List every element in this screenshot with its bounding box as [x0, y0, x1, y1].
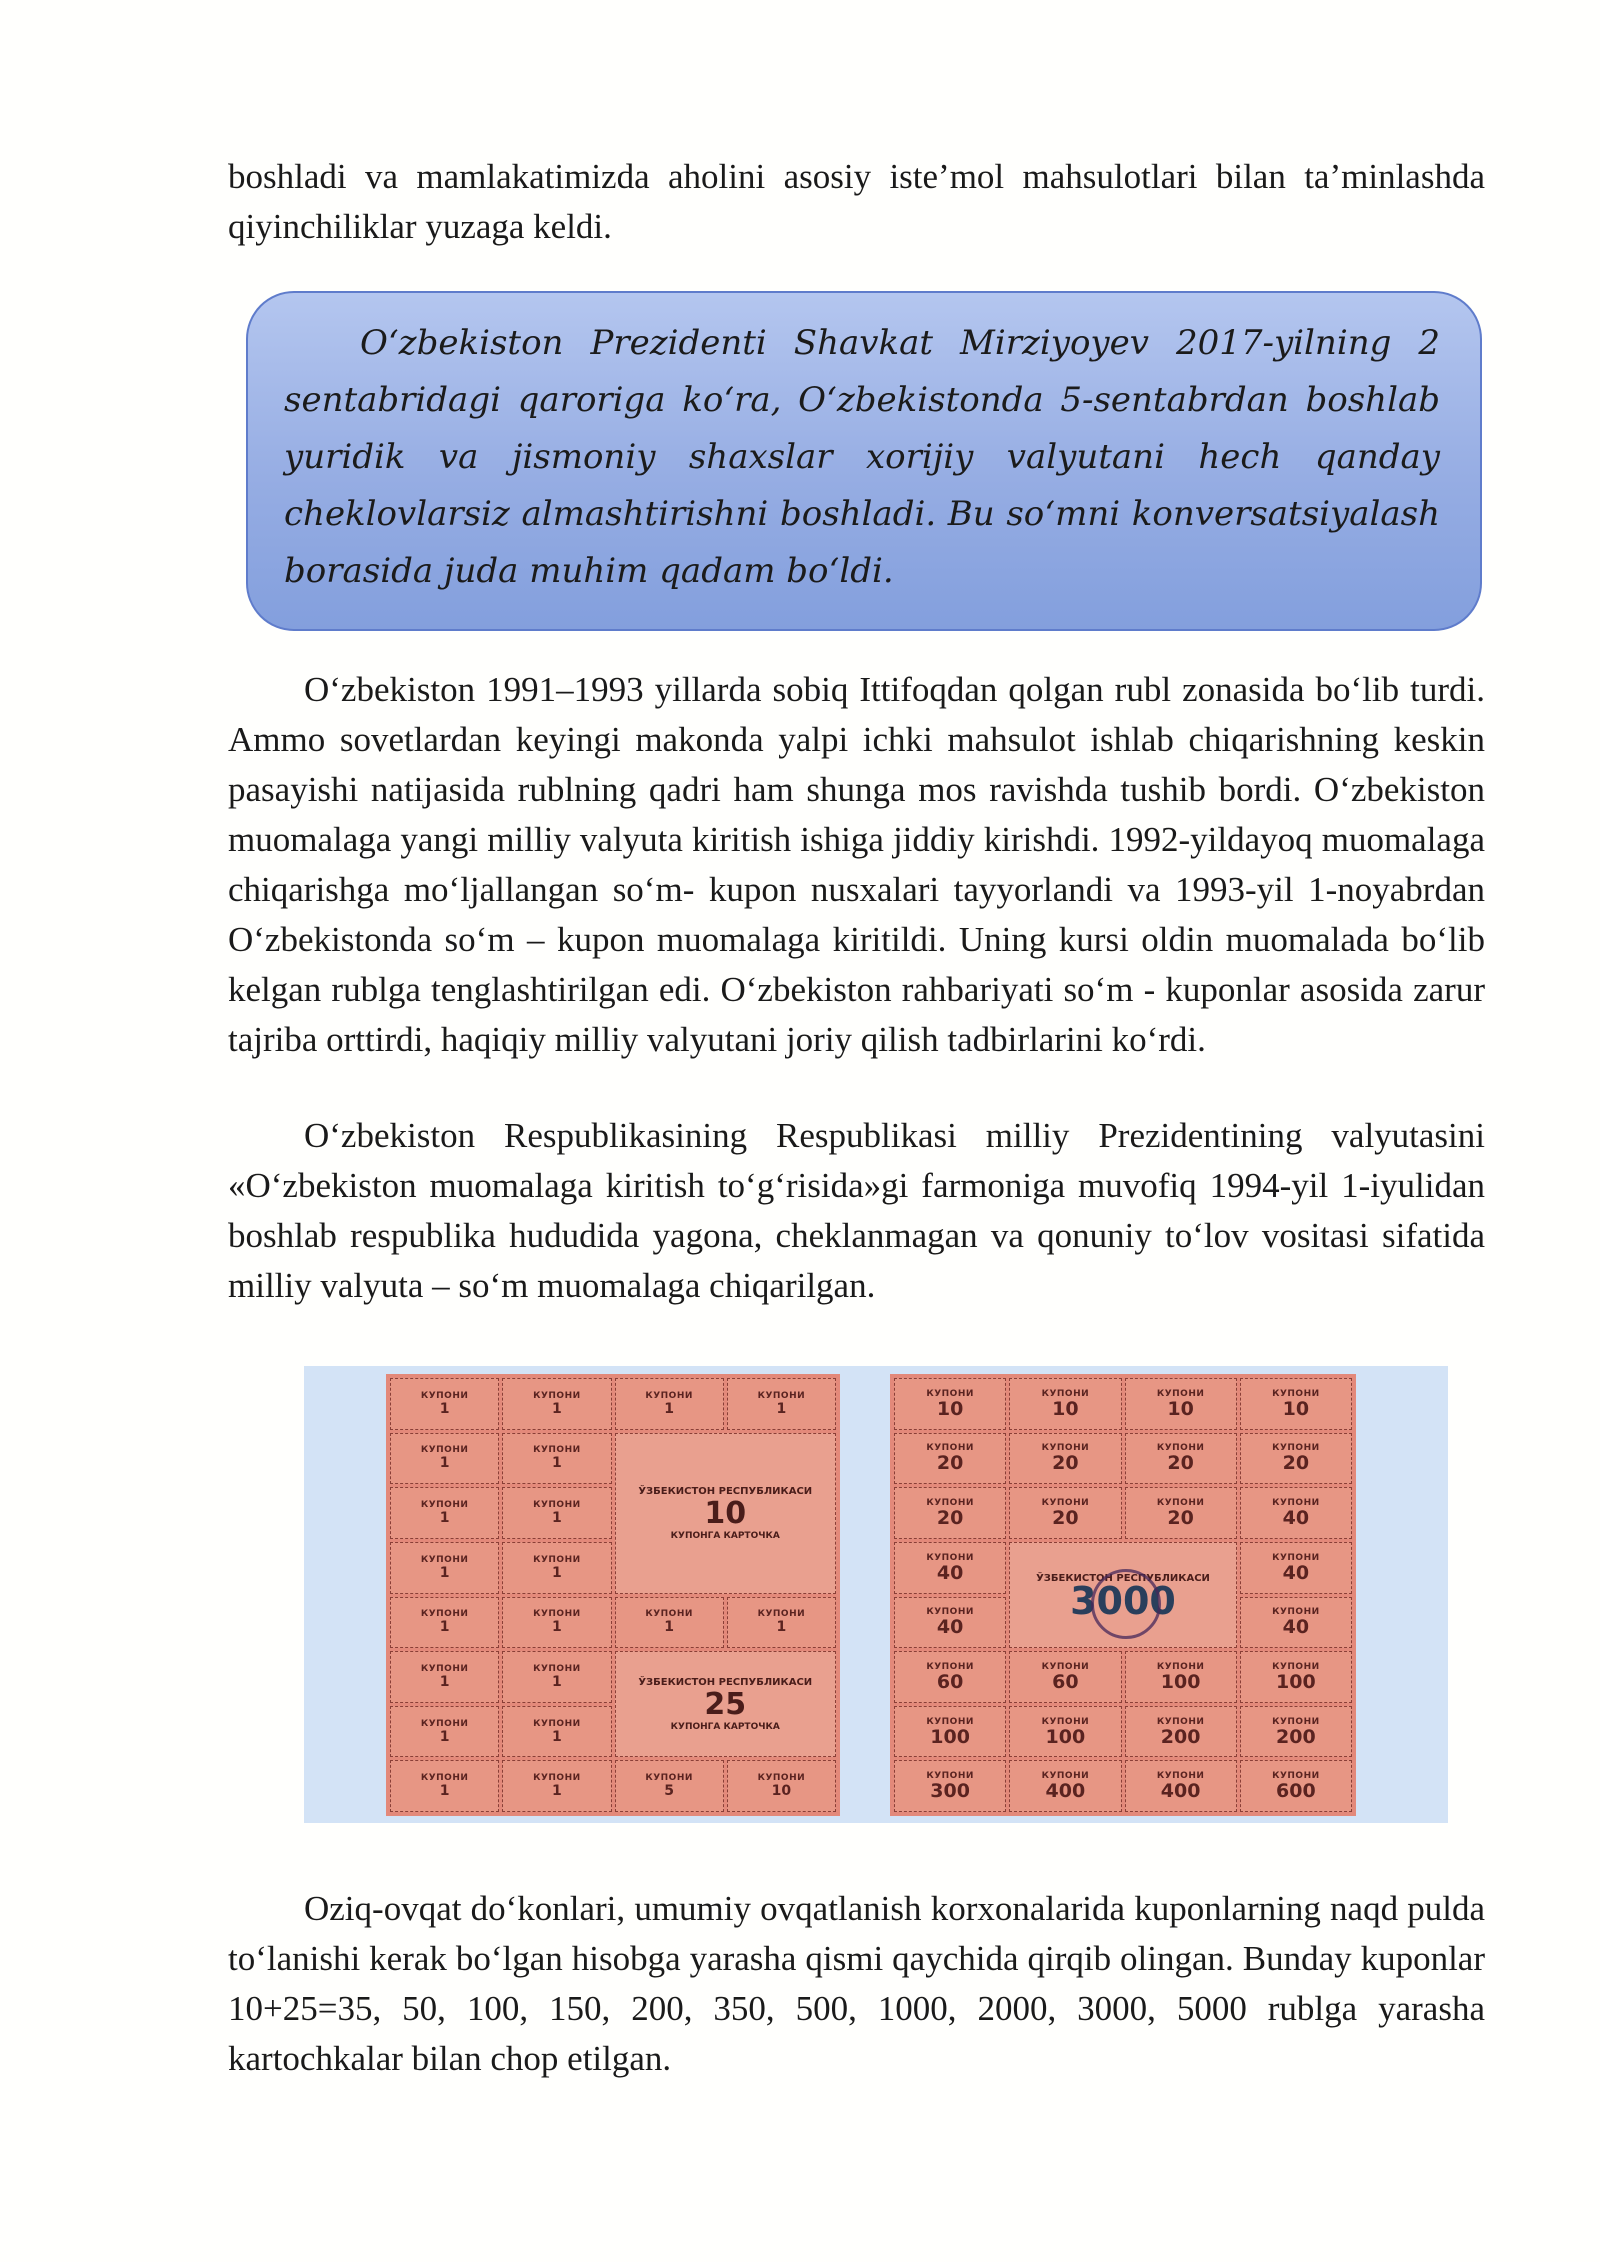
coupon-card	[615, 1651, 837, 1757]
coupon-caption: КУПОНИ	[1041, 1661, 1090, 1672]
coupon-cell	[1240, 1706, 1352, 1758]
coupon-value: 20	[1282, 1452, 1310, 1475]
coupon-caption: КУПОНИ	[645, 1609, 693, 1620]
coupon-cell	[1240, 1378, 1352, 1430]
coupon-cell	[390, 1542, 499, 1594]
coupon-value: 60	[936, 1670, 964, 1693]
coupon-caption: КУПОНИ	[533, 1773, 581, 1784]
coupon-caption: КУПОНИ	[1272, 1498, 1320, 1509]
paragraph-rubl-zone: O‘zbekiston 1991–1993 yillarda sobiq Ittifoqdan qolgan rubl zonasida bo‘lib turdi. Ammo sovetlardan keyingi makonda yalpi ichki mahsulot ishlab chiqarishning keskin pasayishi natijasida rublning qadri ham shunga mos ravishda tushib bordi. O‘zbekiston muomalaga yangi milliy valyuta kiritish ishiga jiddiy kirishdi. 1992-yildayoq muomalaga chiqarishga mo‘ljallangan so‘m- kupon nusxalari tayyorlandi va 1993-yil 1-noyabrdan O‘zbekistonda so‘m – kupon muomalaga kiritildi. Uning kursi oldin muomalada bo‘lib kelgan rublga tenglashtirilgan edi. O‘zbekiston rahbariyati so‘m - kuponlar asosida zarur tajriba orttirdi, haqiqiy milliy valyutani joriy qilish tadbirlarini ko‘rdi.	[228, 670, 1485, 1059]
coupon-caption: КУПОНИ	[1272, 1552, 1320, 1563]
coupon-caption: КУПОНИ	[757, 1609, 806, 1620]
coupon-cell	[390, 1487, 499, 1539]
coupon-cell	[502, 1760, 611, 1812]
coupon-value: 1	[439, 1673, 450, 1690]
coupon-cell	[1125, 1378, 1237, 1430]
coupon-value: 400	[1160, 1780, 1201, 1803]
coupon-value: 10	[1052, 1397, 1079, 1420]
coupon-value: 1	[439, 1510, 450, 1527]
coupon-sheet-right	[890, 1374, 1356, 1816]
coupon-caption: КУПОНИ	[926, 1443, 974, 1454]
coupon-value: 1	[439, 1564, 450, 1581]
coupon-value: 200	[1276, 1725, 1316, 1748]
coupon-cell	[894, 1433, 1006, 1485]
coupon-cell	[1125, 1651, 1237, 1703]
coupon-caption: КУПОНИ	[1156, 1443, 1205, 1454]
coupon-value: 1	[439, 1455, 450, 1472]
coupon-caption: КУПОНИ	[1156, 1716, 1205, 1727]
coupon-caption: КУПОНИ	[533, 1554, 581, 1565]
coupon-card-header: ЎЗБЕКИСТОН РЕСПУБЛИКАСИ	[1036, 1572, 1210, 1584]
coupon-caption: КУПОНИ	[1272, 1388, 1320, 1399]
paragraph-intro: boshladi va mamlakatimizda aholini asosiy iste’mol mahsulotlari bilan ta’minlashda qiyinchiliklar yuzaga keldi.	[228, 157, 1485, 246]
coupon-caption: КУПОНИ	[420, 1609, 469, 1620]
coupon-cell	[1240, 1760, 1352, 1812]
coupon-caption: КУПОНИ	[926, 1716, 974, 1727]
coupon-cell	[1009, 1706, 1121, 1758]
coupon-cell	[390, 1651, 499, 1703]
coupon-caption: КУПОНИ	[757, 1773, 806, 1784]
coupon-value: 1	[439, 1400, 450, 1417]
coupon-cell	[502, 1487, 611, 1539]
coupon-cell	[894, 1651, 1006, 1703]
coupon-caption: КУПОНИ	[926, 1771, 974, 1782]
coupon-value: 1	[664, 1400, 674, 1417]
coupon-value: 1	[552, 1619, 562, 1636]
coupon-card-header: ЎЗБЕКИСТОН РЕСПУБЛИКАСИ	[638, 1676, 813, 1688]
coupon-card-subtitle: КУПОНГА КАРТОЧКА	[670, 1530, 780, 1541]
coupon-card-value: 25	[704, 1686, 747, 1722]
coupon-cell	[894, 1378, 1006, 1430]
coupon-caption: КУПОНИ	[645, 1773, 693, 1784]
coupon-value: 20	[936, 1507, 964, 1530]
coupon-caption: КУПОНИ	[533, 1609, 581, 1620]
coupon-caption: КУПОНИ	[420, 1663, 469, 1674]
coupon-value: 10	[1167, 1397, 1194, 1420]
coupon-value: 1	[439, 1728, 450, 1745]
coupon-value: 20	[1052, 1452, 1079, 1475]
coupon-value: 10	[771, 1783, 792, 1800]
coupon-cell	[502, 1378, 611, 1430]
coupon-caption: КУПОНИ	[533, 1500, 581, 1511]
coupon-caption: КУПОНИ	[533, 1663, 581, 1674]
coupon-value: 40	[1282, 1561, 1310, 1584]
coupon-value: 1	[552, 1673, 562, 1690]
coupon-card-subtitle: КУПОНГА КАРТОЧКА	[670, 1721, 780, 1732]
coupon-value: 20	[936, 1452, 964, 1475]
coupon-cell	[1240, 1651, 1352, 1703]
coupon-cell	[502, 1706, 611, 1758]
coupon-value: 1	[439, 1783, 450, 1800]
coupon-value: 100	[1045, 1725, 1086, 1748]
coupon-caption: КУПОНИ	[420, 1500, 469, 1511]
coupon-caption: КУПОНИ	[533, 1718, 581, 1729]
coupon-cell	[894, 1542, 1006, 1594]
paragraph-coupons-usage: Oziq-ovqat do‘konlari, umumiy ovqatlanish korxonalarida kuponlarning naqd pulda to‘lanishi kerak bo‘lgan hisobga yarasha qismi qaychida qirqib olingan. Bunday kuponlar 10+25=35, 50, 100, 150, 200, 350, 500, 1000, 2000, 3000, 5000 rublga yarasha kartochkalar bilan chop etilgan.	[228, 1889, 1485, 2078]
coupon-cell	[615, 1760, 724, 1812]
coupon-caption: КУПОНИ	[926, 1661, 974, 1672]
coupon-value: 1	[439, 1619, 450, 1636]
coupon-cell	[894, 1597, 1006, 1649]
coupon-cell	[1125, 1760, 1237, 1812]
coupon-value: 1	[776, 1619, 787, 1636]
coupon-cell	[894, 1760, 1006, 1812]
coupon-caption: КУПОНИ	[1041, 1388, 1090, 1399]
coupon-caption: КУПОНИ	[1156, 1661, 1205, 1672]
coupon-value: 1	[552, 1510, 562, 1527]
paragraph-som-decree: O‘zbekiston Respublikasining Respublikasi milliy Prezidentining valyutasini «O‘zbekiston muomalaga kiritish to‘g‘risida»gi farmoniga muvofiq 1994-yil 1-iyulidan boshlab respublika hududida yagona, cheklanmagan va qonuniy to‘lov vositasi sifatida milliy valyuta – so‘m muomalaga chiqarilgan.	[228, 1116, 1485, 1305]
coupon-value: 20	[1052, 1507, 1079, 1530]
coupon-cell	[727, 1597, 836, 1649]
coupon-value: 1	[664, 1619, 674, 1636]
coupon-value: 300	[930, 1780, 970, 1803]
coupon-cell	[502, 1542, 611, 1594]
coupon-value: 60	[1052, 1670, 1079, 1693]
coupon-value: 100	[930, 1725, 970, 1748]
coupon-value: 40	[1282, 1507, 1310, 1530]
coupon-caption: КУПОНИ	[1272, 1716, 1320, 1727]
coupon-caption: КУПОНИ	[1041, 1443, 1090, 1454]
coupon-cell	[390, 1378, 499, 1430]
coupon-card-value: 10	[704, 1495, 747, 1531]
coupon-caption: КУПОНИ	[1272, 1607, 1320, 1618]
coupon-cell	[1240, 1433, 1352, 1485]
coupon-sheet-left	[386, 1374, 840, 1816]
coupon-value: 1	[552, 1400, 562, 1417]
coupon-caption: КУПОНИ	[645, 1390, 693, 1401]
coupon-cell	[1240, 1597, 1352, 1649]
coupon-caption: КУПОНИ	[926, 1607, 974, 1618]
coupon-caption: КУПОНИ	[926, 1388, 974, 1399]
coupon-cell	[502, 1433, 611, 1485]
coupon-caption: КУПОНИ	[420, 1554, 469, 1565]
highlight-box	[246, 291, 1482, 631]
coupon-cell	[502, 1597, 611, 1649]
coupon-value: 40	[936, 1561, 964, 1584]
coupon-value: 10	[936, 1397, 964, 1420]
coupon-value: 10	[1282, 1397, 1310, 1420]
coupon-caption: КУПОНИ	[1272, 1661, 1320, 1672]
coupon-cell	[390, 1706, 499, 1758]
coupon-sheets-photo	[304, 1366, 1448, 1823]
highlight-quote: O‘zbekiston Prezidenti Shavkat Mirziyoyev 2017-yilning 2 sentabridagi qaroriga ko‘ra, O‘zbekistonda 5-sentabrdan boshlab yuridik va jismoniy shaxslar xorijiy valyutani hech qanday cheklovlarsiz almashtirishni boshladi. Bu so‘mni konversatsiyalash borasida juda muhim qadam bo‘ldi.	[284, 323, 1440, 591]
coupon-caption: КУПОНИ	[533, 1390, 581, 1401]
coupon-cell	[502, 1651, 611, 1703]
coupon-caption: КУПОНИ	[926, 1498, 974, 1509]
coupon-value: 200	[1160, 1725, 1201, 1748]
coupon-card-header: ЎЗБЕКИСТОН РЕСПУБЛИКАСИ	[638, 1485, 813, 1497]
coupon-caption: КУПОНИ	[1041, 1716, 1090, 1727]
coupon-cell	[1125, 1706, 1237, 1758]
coupon-value: 1	[552, 1728, 562, 1745]
coupon-caption: КУПОНИ	[1272, 1771, 1320, 1782]
coupon-caption: КУПОНИ	[1156, 1771, 1205, 1782]
coupon-cell	[390, 1433, 499, 1485]
coupon-value: 100	[1276, 1670, 1316, 1693]
coupon-value: 100	[1160, 1670, 1201, 1693]
coupon-value: 20	[1167, 1507, 1194, 1530]
coupon-value: 1	[552, 1783, 562, 1800]
coupon-caption: КУПОНИ	[420, 1773, 469, 1784]
coupon-caption: КУПОНИ	[420, 1390, 469, 1401]
coupon-cell	[727, 1760, 836, 1812]
coupon-card	[615, 1433, 837, 1594]
coupon-caption: КУПОНИ	[926, 1552, 974, 1563]
coupon-value: 1	[552, 1455, 562, 1472]
coupon-card	[1009, 1542, 1237, 1648]
coupon-caption: КУПОНИ	[420, 1718, 469, 1729]
coupon-value: 400	[1045, 1780, 1086, 1803]
seal-stamp-icon	[1091, 1569, 1161, 1639]
coupon-cell	[894, 1487, 1006, 1539]
coupon-value: 20	[1167, 1452, 1194, 1475]
coupon-cell	[1125, 1487, 1237, 1539]
coupon-caption: КУПОНИ	[1041, 1771, 1090, 1782]
coupon-cell	[727, 1378, 836, 1430]
coupon-card-value: 3000	[1070, 1578, 1176, 1623]
coupon-caption: КУПОНИ	[1156, 1498, 1205, 1509]
coupon-cell	[1240, 1542, 1352, 1594]
coupon-cell	[615, 1597, 724, 1649]
coupon-value: 1	[552, 1564, 562, 1581]
coupon-value: 5	[664, 1783, 674, 1800]
coupon-cell	[1009, 1760, 1121, 1812]
coupon-cell	[390, 1597, 499, 1649]
coupon-cell	[615, 1378, 724, 1430]
coupon-caption: КУПОНИ	[1041, 1498, 1090, 1509]
coupon-value: 600	[1276, 1780, 1316, 1803]
coupon-cell	[1009, 1487, 1121, 1539]
coupon-cell	[1009, 1378, 1121, 1430]
coupon-value: 40	[1282, 1616, 1310, 1639]
coupon-cell	[894, 1706, 1006, 1758]
coupon-caption: КУПОНИ	[757, 1390, 806, 1401]
coupon-caption: КУПОНИ	[1272, 1443, 1320, 1454]
coupon-value: 40	[936, 1616, 964, 1639]
coupon-caption: КУПОНИ	[420, 1445, 469, 1456]
coupon-caption: КУПОНИ	[533, 1445, 581, 1456]
coupon-cell	[1125, 1433, 1237, 1485]
coupon-cell	[1009, 1651, 1121, 1703]
coupon-cell	[1009, 1433, 1121, 1485]
coupon-caption: КУПОНИ	[1156, 1388, 1205, 1399]
coupon-cell	[390, 1760, 499, 1812]
coupon-cell	[1240, 1487, 1352, 1539]
coupon-value: 1	[776, 1400, 787, 1417]
